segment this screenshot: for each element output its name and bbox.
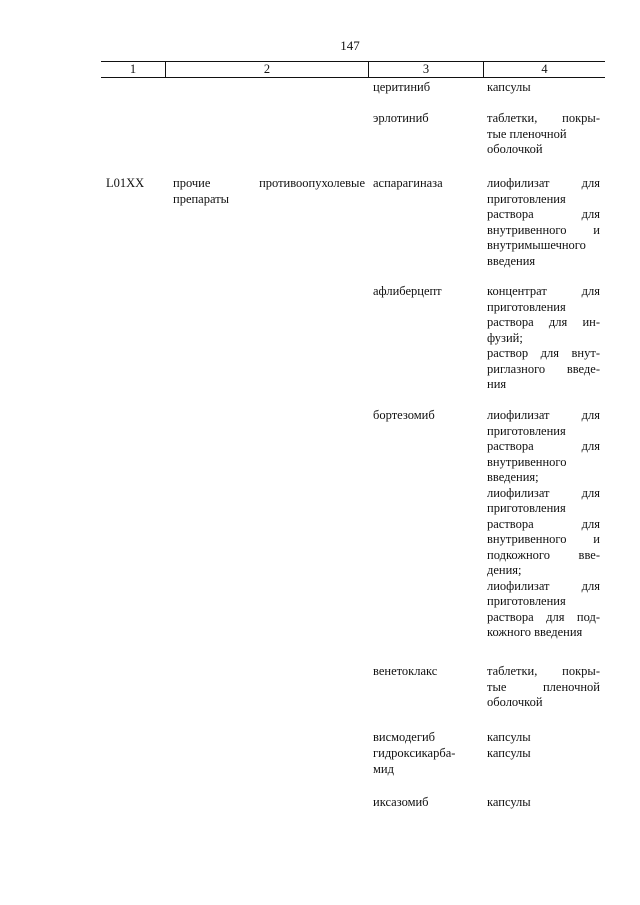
dosage-form-line: подкожного вве-: [487, 547, 600, 562]
table-row-form: [487, 176, 600, 269]
dosage-form-line: раствора для: [487, 516, 600, 531]
dosage-form-line: капсулы: [487, 80, 531, 94]
dosage-form-line: внутривенного и: [487, 222, 600, 237]
group-name-line1-right: противоопухолевые: [259, 176, 365, 190]
dosage-form-line: лиофилизат для: [487, 176, 600, 190]
dosage-form-line: приготовления: [487, 299, 566, 314]
dosage-form-line: риглазного введе-: [487, 361, 600, 376]
dosage-form-line: лиофилизат для: [487, 578, 600, 593]
dosage-form-line: тые пленочной: [487, 679, 600, 694]
table-row-drug: [373, 746, 481, 777]
dosage-form-line: лиофилизат для: [487, 408, 600, 422]
drug-name: мид: [373, 761, 394, 776]
table-row-drug: [373, 408, 481, 424]
drug-name: гидроксикарба-: [373, 746, 456, 760]
drug-name: иксазомиб: [373, 795, 429, 809]
drug-name: висмодегиб: [373, 730, 436, 744]
dosage-form-line: приготовления: [487, 594, 566, 608]
dosage-form-line: раствор для внут-: [487, 346, 600, 360]
drug-name: аспарагиназа: [373, 176, 443, 190]
table-row-drug: [373, 284, 481, 300]
group-code: L01XX: [106, 176, 145, 190]
table-row-drug: [373, 80, 481, 96]
table-header: [101, 61, 605, 78]
header-col-2: 2: [166, 62, 369, 77]
drug-name: венетоклакс: [373, 664, 438, 678]
dosage-form-line: оболочкой: [487, 695, 543, 709]
header-col-4: 4: [541, 62, 548, 76]
table-row-form: [487, 80, 600, 96]
dosage-form-line: внутривенного и: [487, 532, 600, 546]
dosage-form-line: внутримышечного: [487, 238, 586, 252]
dosage-form-line: таблетки, покры-: [487, 664, 600, 678]
dosage-form-line: лиофилизат для: [487, 485, 600, 500]
dosage-form-line: приготовления: [487, 423, 566, 438]
page-number: 147: [340, 38, 360, 53]
dosage-form-line: фузий;: [487, 330, 523, 345]
drug-name: церитиниб: [373, 80, 431, 94]
dosage-form-line: дения;: [487, 563, 522, 577]
dosage-form-line: раствора для ин-: [487, 315, 600, 329]
header-col-3: 3: [369, 62, 484, 77]
dosage-form-line: приготовления: [487, 501, 566, 515]
drug-name: бортезомиб: [373, 408, 435, 422]
dosage-form-line: тые пленочной: [487, 126, 567, 141]
dosage-form-line: ния: [487, 377, 507, 391]
dosage-form-line: раствора для под-: [487, 609, 600, 624]
table-row-form: [487, 746, 600, 762]
table-row-form: [487, 408, 600, 641]
table-row-form: [487, 795, 600, 811]
dosage-form-line: капсулы: [487, 795, 531, 809]
table-row-drug: [373, 111, 481, 127]
dosage-form-line: введения: [487, 253, 536, 268]
dosage-form-line: приготовления: [487, 191, 566, 206]
dosage-form-line: внутривенного: [487, 454, 567, 469]
table-row-drug: [373, 176, 481, 192]
drug-name: эрлотиниб: [373, 111, 429, 125]
drug-name: афлиберцепт: [373, 284, 442, 298]
table-row-drug: [373, 664, 481, 680]
dosage-form-line: кожного введения: [487, 625, 583, 639]
dosage-form-line: капсулы: [487, 746, 531, 760]
dosage-form-line: введения;: [487, 470, 539, 484]
table-row-form: [487, 111, 600, 158]
dosage-form-line: раствора для: [487, 207, 600, 221]
group-name: [173, 176, 365, 207]
header-col-1: 1: [101, 62, 166, 77]
table-row-drug: [373, 795, 481, 811]
table-row-form: [487, 730, 600, 746]
group-name-line2: препараты: [173, 191, 230, 206]
table-row-form: [487, 284, 600, 393]
dosage-form-line: оболочкой: [487, 142, 543, 156]
table-row-drug: [373, 730, 481, 746]
table-row-form: [487, 664, 600, 711]
dosage-form-line: раствора для: [487, 439, 600, 453]
dosage-form-line: капсулы: [487, 730, 531, 744]
dosage-form-line: концентрат для: [487, 284, 600, 298]
dosage-form-line: таблетки, покры-: [487, 111, 600, 125]
group-name-line1-left: прочие: [173, 176, 211, 190]
